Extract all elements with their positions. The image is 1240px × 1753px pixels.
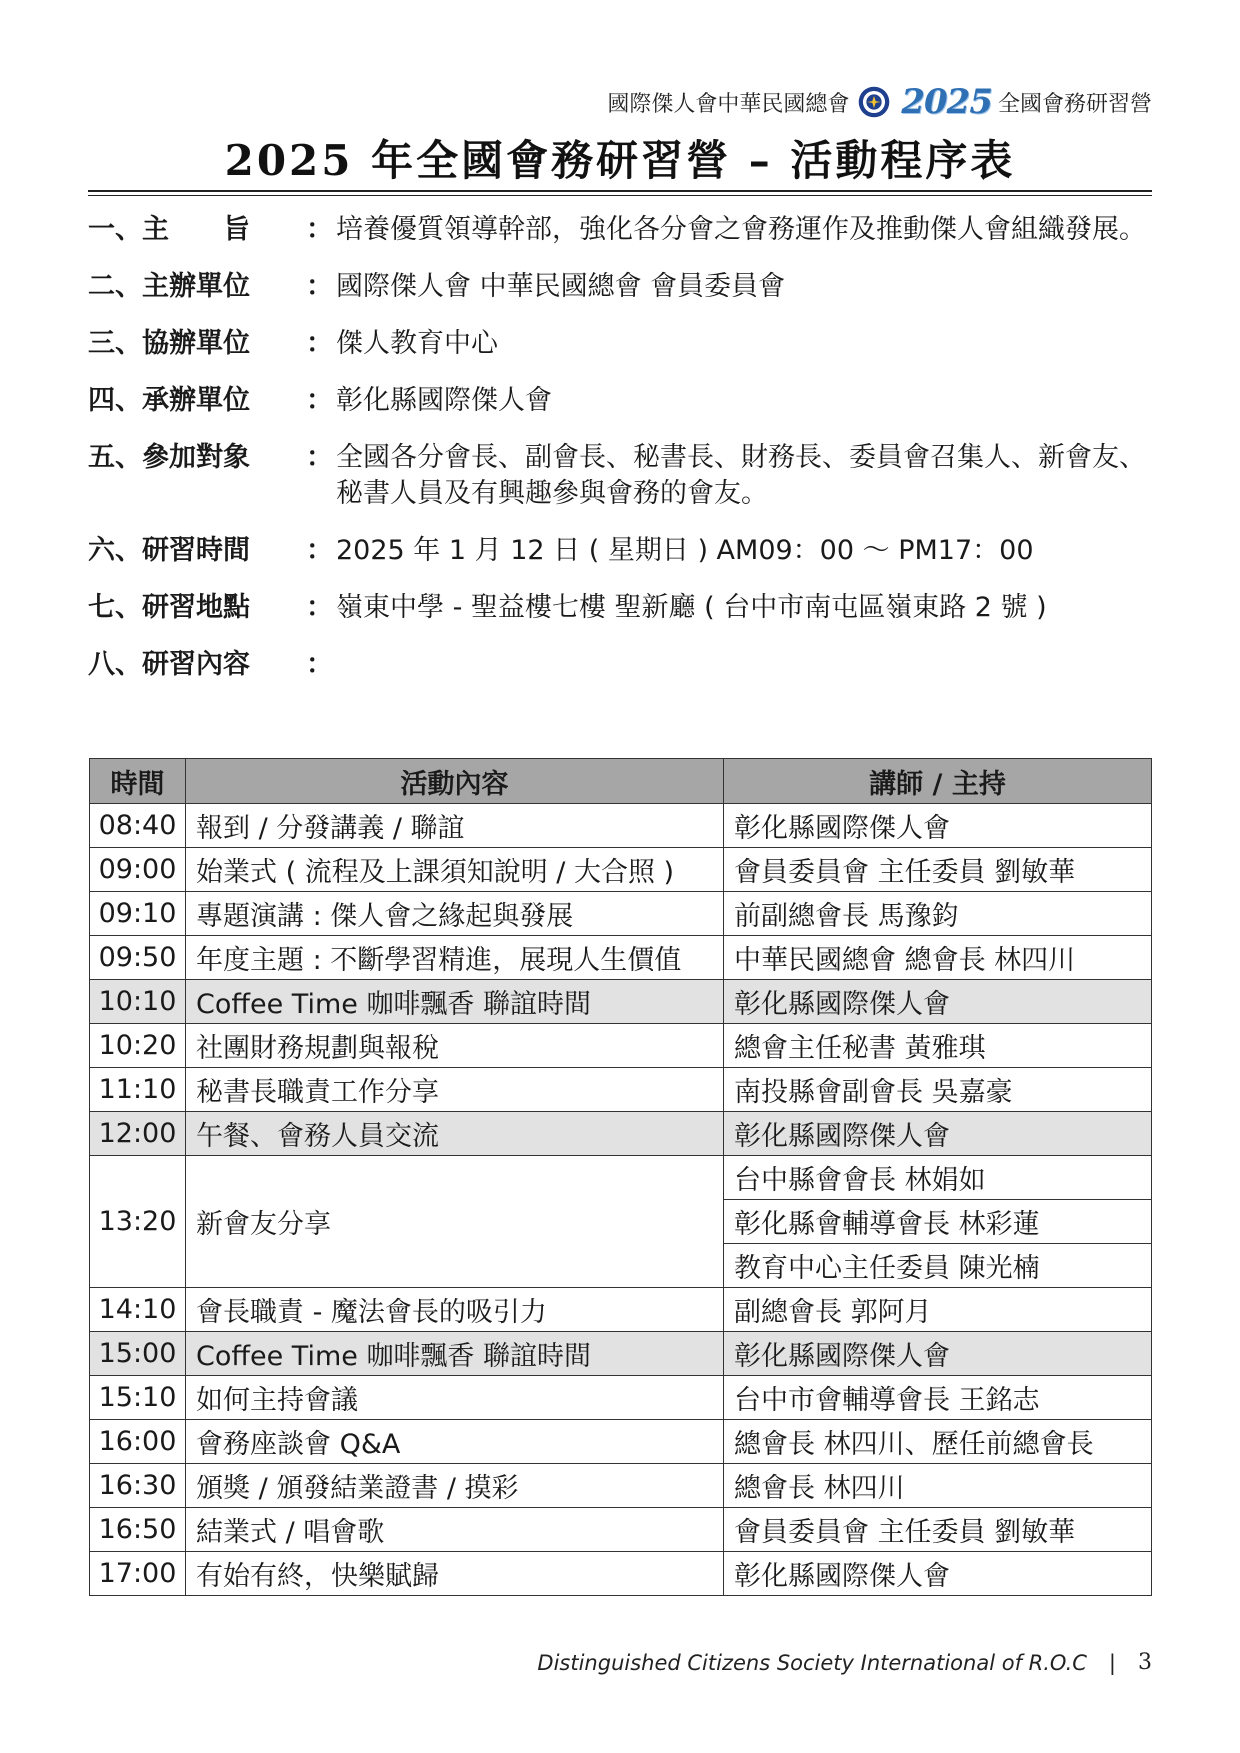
row-time: 16:00 (90, 1420, 186, 1464)
row-host: 中華民國總會 總會長 林四川 (724, 936, 1152, 980)
table-row-break (90, 1332, 1152, 1376)
info-label: 八、研習內容 (88, 649, 250, 680)
info-value: 傑人教育中心 (336, 328, 498, 359)
row-activity: 秘書長職責工作分享 (186, 1068, 724, 1112)
table-row (90, 1552, 1152, 1596)
table-row (90, 1024, 1152, 1068)
row-time: 12:00 (90, 1112, 186, 1156)
row-time: 09:10 (90, 892, 186, 936)
row-host: 彰化縣會輔導會長 林彩蓮 (724, 1200, 1152, 1244)
row-host: 總會長 林四川 (724, 1464, 1152, 1508)
row-time: 10:10 (90, 980, 186, 1024)
column-header-host: 講師 / 主持 (724, 759, 1152, 804)
row-activity: 午餐、會務人員交流 (186, 1112, 724, 1156)
info-value (336, 647, 1152, 683)
row-time: 15:10 (90, 1376, 186, 1420)
row-activity: 結業式 / 唱會歌 (186, 1508, 724, 1552)
row-activity: 如何主持會議 (186, 1376, 724, 1420)
row-activity: 報到 / 分發講義 / 聯誼 (186, 804, 724, 848)
row-host: 彰化縣國際傑人會 (724, 980, 1152, 1024)
table-row (90, 804, 1152, 848)
row-time: 11:10 (90, 1068, 186, 1112)
table-header-row (90, 759, 1152, 804)
info-colon: ： (306, 535, 333, 566)
row-activity: 會長職責 - 魔法會長的吸引力 (186, 1288, 724, 1332)
dcsi-emblem-icon (857, 85, 891, 119)
row-time: 09:00 (90, 848, 186, 892)
footer-org-english: Distinguished Citizens Society International of R.O.C (537, 1650, 1087, 1675)
row-activity: 新會友分享 (186, 1156, 724, 1288)
info-row-purpose (88, 212, 1152, 248)
info-value: 彰化縣國際傑人會 (336, 385, 552, 416)
row-activity: 始業式 ( 流程及上課須知說明 / 大合照 ) (186, 848, 724, 892)
header-branding (607, 78, 1152, 126)
info-colon: ： (306, 442, 333, 473)
table-row-break (90, 980, 1152, 1024)
row-host: 彰化縣國際傑人會 (724, 1112, 1152, 1156)
info-label: 五、參加對象 (88, 442, 250, 473)
info-label: 六、研習時間 (88, 535, 250, 566)
row-host: 會員委員會 主任委員 劉敏華 (724, 1508, 1152, 1552)
row-host: 台中縣會會長 林娟如 (724, 1156, 1152, 1200)
table-row (90, 1464, 1152, 1508)
schedule-table (89, 758, 1152, 1596)
row-host: 總會主任秘書 黃雅琪 (724, 1024, 1152, 1068)
row-time: 15:00 (90, 1332, 186, 1376)
page-number: 3 (1138, 1650, 1152, 1675)
row-host: 教育中心主任委員 陳光楠 (724, 1244, 1152, 1288)
info-row-time (88, 533, 1152, 569)
table-row (90, 1420, 1152, 1464)
row-host: 台中市會輔導會長 王銘志 (724, 1376, 1152, 1420)
row-activity: 社團財務規劃與報稅 (186, 1024, 724, 1068)
column-header-time: 時間 (90, 759, 186, 804)
row-host: 南投縣會副會長 吳嘉豪 (724, 1068, 1152, 1112)
info-row-content (88, 647, 1152, 683)
info-label: 一、主 旨 (88, 214, 250, 245)
info-colon: ： (306, 649, 333, 680)
table-row (90, 892, 1152, 936)
row-host: 前副總會長 馬豫鈞 (724, 892, 1152, 936)
row-time: 14:10 (90, 1288, 186, 1332)
row-activity: 有始有終，快樂賦歸 (186, 1552, 724, 1596)
page-footer (537, 1650, 1152, 1675)
camp-logo-year: 2025 (901, 82, 992, 122)
row-host: 彰化縣國際傑人會 (724, 1552, 1152, 1596)
row-host: 會員委員會 主任委員 劉敏華 (724, 848, 1152, 892)
footer-separator: | (1108, 1650, 1116, 1675)
info-row-participants (88, 440, 1152, 512)
info-section (88, 212, 1152, 704)
table-row (90, 936, 1152, 980)
row-host: 副總會長 郭阿月 (724, 1288, 1152, 1332)
info-row-organizer (88, 269, 1152, 305)
row-time: 16:30 (90, 1464, 186, 1508)
page-title: 2025 年全國會務研習營 – 活動程序表 (224, 136, 1016, 185)
table-row (90, 1068, 1152, 1112)
info-value: 國際傑人會 中華民國總會 會員委員會 (336, 271, 786, 302)
info-value: 全國各分會長、副會長、秘書長、財務長、委員會召集人、新會友、秘書人員及有興趣參與會務的會友。 (336, 442, 1146, 509)
row-activity: Coffee Time 咖啡飄香 聯誼時間 (186, 980, 724, 1024)
info-label: 七、研習地點 (88, 592, 250, 623)
row-time: 17:00 (90, 1552, 186, 1596)
table-row (90, 848, 1152, 892)
row-host: 彰化縣國際傑人會 (724, 804, 1152, 848)
row-time: 16:50 (90, 1508, 186, 1552)
table-row (90, 1288, 1152, 1332)
info-value: 嶺東中學 - 聖益樓七樓 聖新廳 ( 台中市南屯區嶺東路 2 號 ) (336, 592, 1047, 623)
row-time: 10:20 (90, 1024, 186, 1068)
info-colon: ： (306, 328, 333, 359)
info-row-host (88, 383, 1152, 419)
info-label: 四、承辦單位 (88, 385, 250, 416)
row-activity: 專題演講 : 傑人會之緣起與發展 (186, 892, 724, 936)
info-colon: ： (306, 592, 333, 623)
info-label: 三、協辦單位 (88, 328, 250, 359)
info-value: 培養優質領導幹部，強化各分會之會務運作及推動傑人會組織發展。 (336, 214, 1146, 245)
row-host: 彰化縣國際傑人會 (724, 1332, 1152, 1376)
table-row (90, 1376, 1152, 1420)
info-colon: ： (306, 214, 333, 245)
info-colon: ： (306, 271, 333, 302)
info-row-co-organizer (88, 326, 1152, 362)
row-activity: Coffee Time 咖啡飄香 聯誼時間 (186, 1332, 724, 1376)
title-divider-bottom (88, 195, 1152, 196)
info-label: 二、主辦單位 (88, 271, 250, 302)
org-name: 國際傑人會中華民國總會 (607, 91, 850, 117)
row-time: 09:50 (90, 936, 186, 980)
title-divider-top (88, 190, 1152, 192)
table-row (90, 1508, 1152, 1552)
table-row (90, 1156, 1152, 1200)
row-activity: 會務座談會 Q&A (186, 1420, 724, 1464)
info-value: 2025 年 1 月 12 日 ( 星期日 ) AM09：00 ～ PM17：00 (336, 535, 1034, 566)
table-row-break (90, 1112, 1152, 1156)
camp-name: 全國會務研習營 (997, 91, 1152, 117)
row-host: 總會長 林四川、歷任前總會長 (724, 1420, 1152, 1464)
row-activity: 年度主題 : 不斷學習精進，展現人生價值 (186, 936, 724, 980)
row-time: 13:20 (90, 1156, 186, 1288)
row-time: 08:40 (90, 804, 186, 848)
info-colon: ： (306, 385, 333, 416)
info-row-location (88, 590, 1152, 626)
row-activity: 頒獎 / 頒發結業證書 / 摸彩 (186, 1464, 724, 1508)
column-header-activity: 活動內容 (186, 759, 724, 804)
